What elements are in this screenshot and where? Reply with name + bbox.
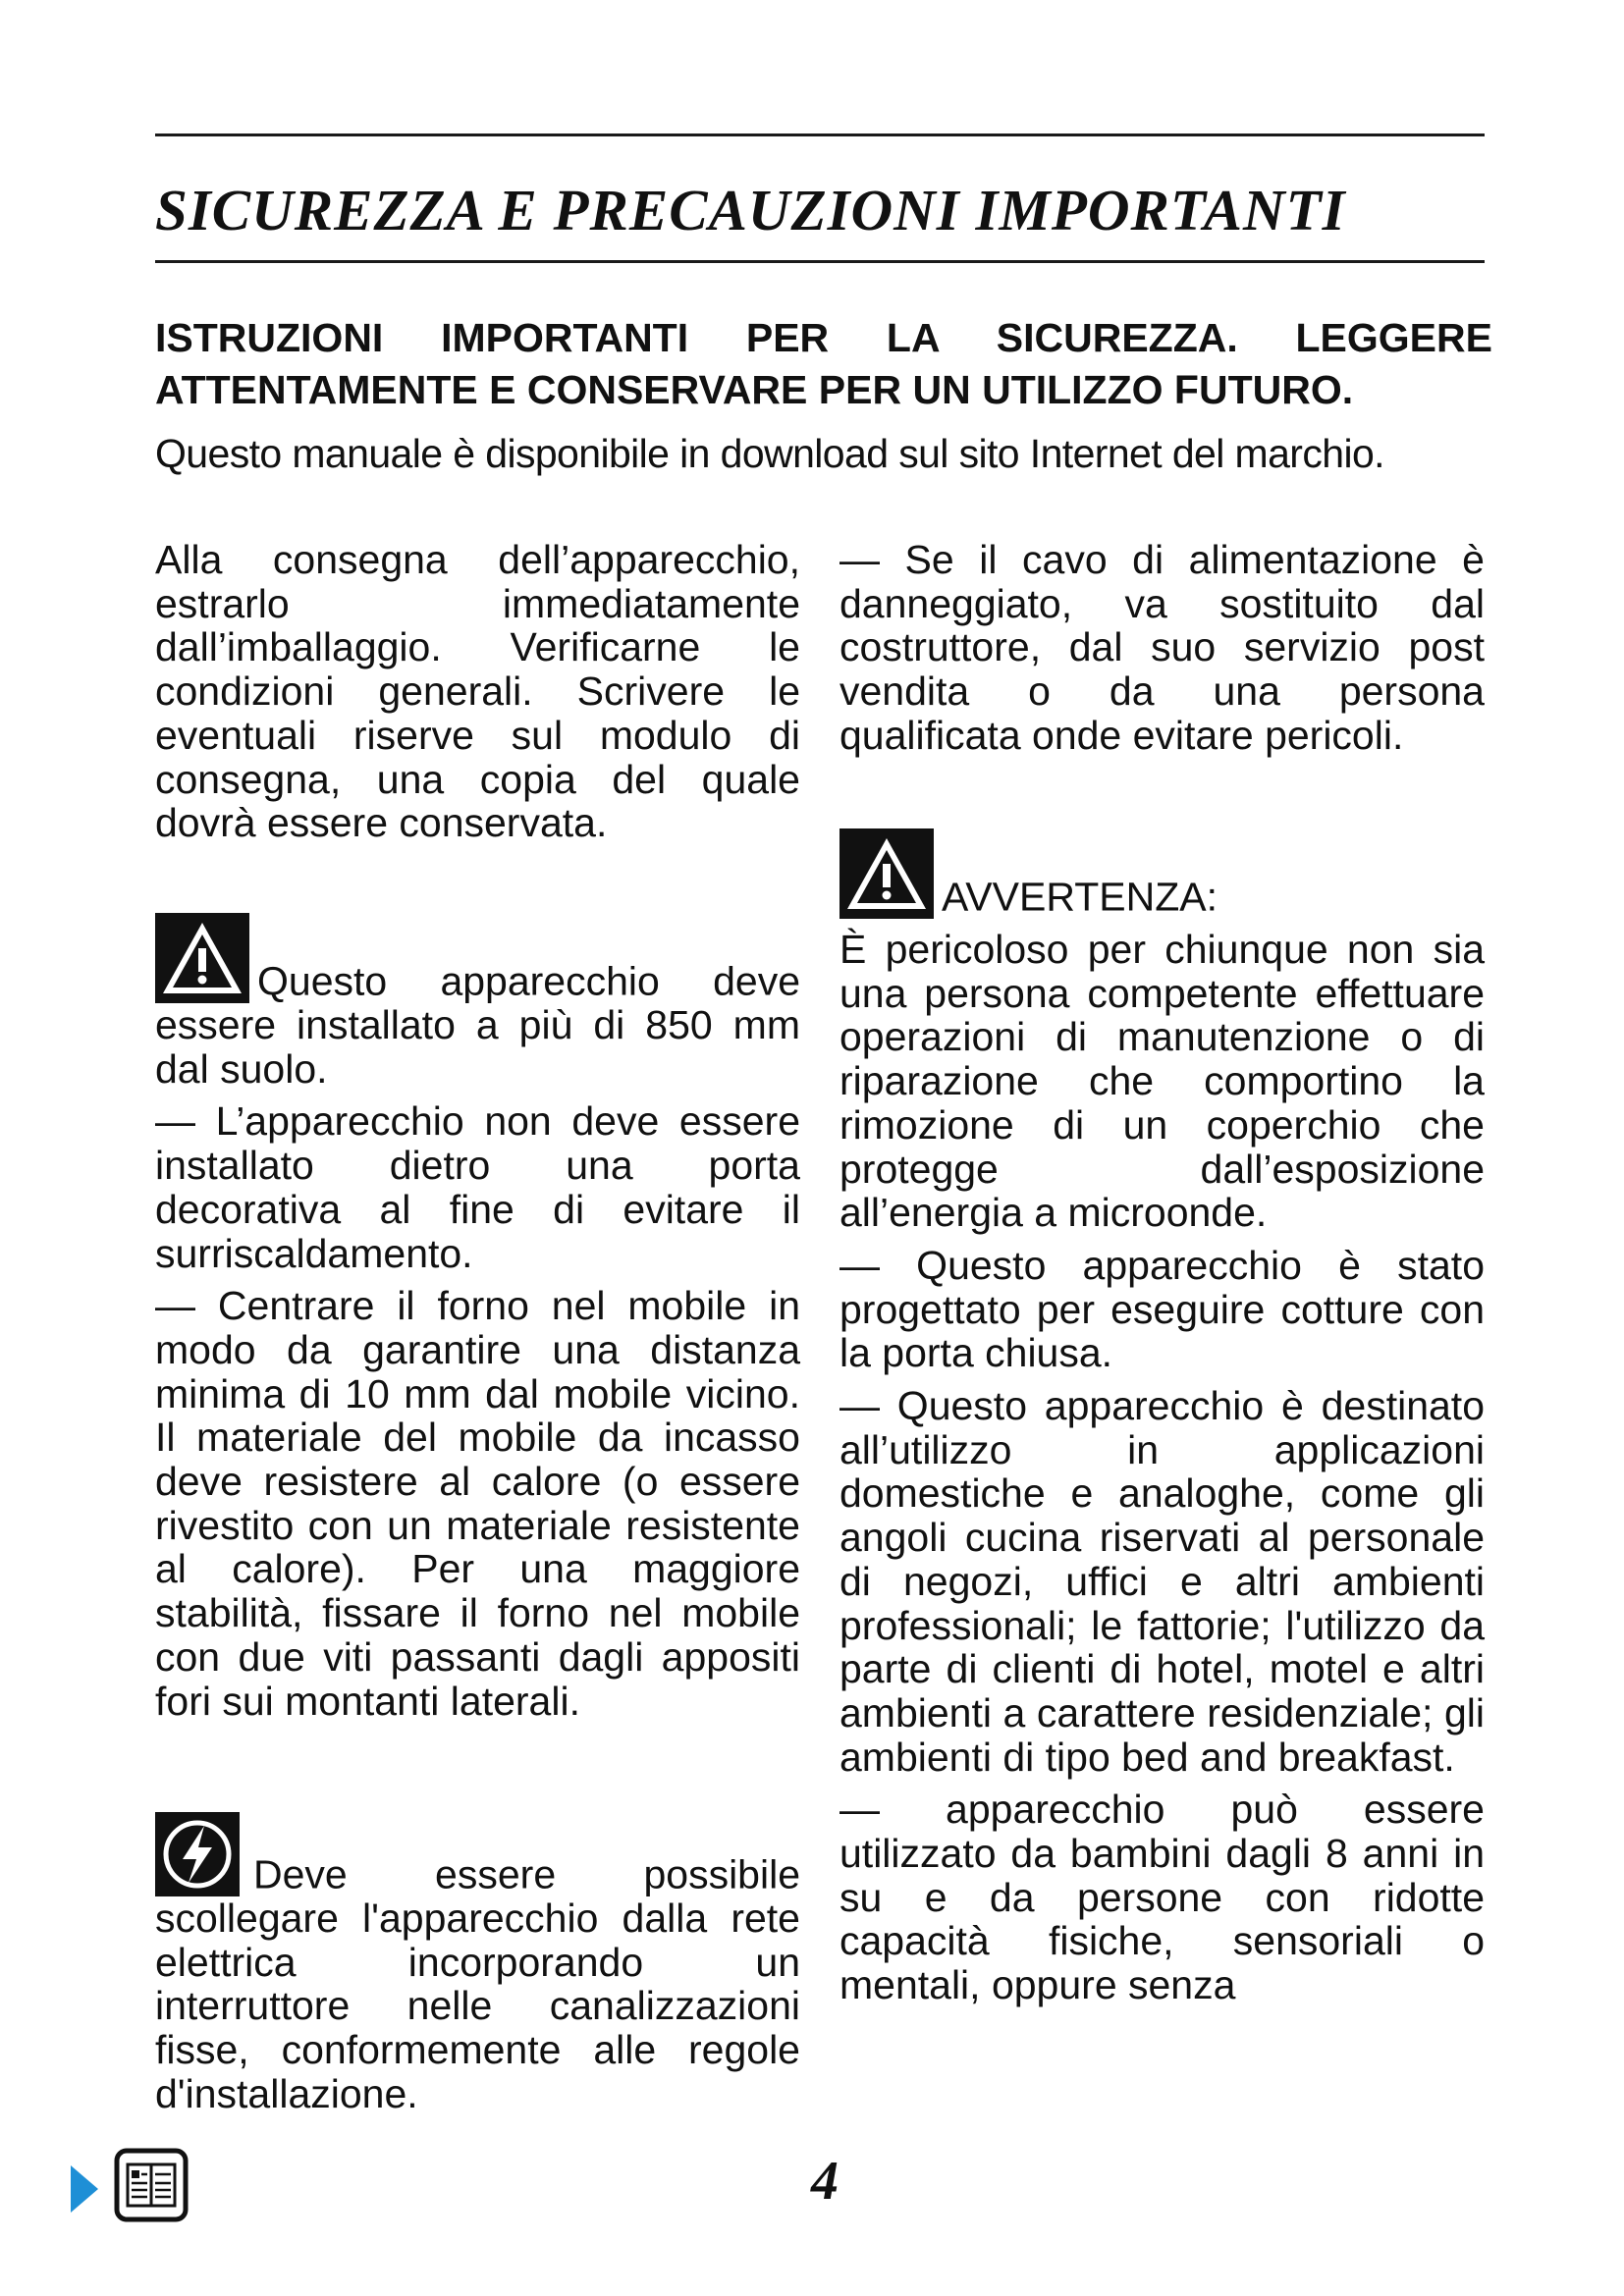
electric-block: [155, 1812, 800, 2116]
height-warning-block: [155, 913, 800, 1723]
children-paragraph: — apparecchio può essere utilizzato da bambini dagli 8 anni in su e da persone con ridotte capacità fisiche, sensoriali o mentali, oppure senza: [839, 1787, 1485, 2008]
warning-label: AVVERTENZA:: [942, 874, 1218, 920]
page-title: SICUREZZA E PRECAUZIONI IMPORTANTI: [155, 178, 1346, 242]
door-paragraph: — L’apparecchio non deve essere installato dietro una porta decorativa al fine di evitare il surriscaldamento.: [155, 1098, 800, 1276]
microwave-warning-block: [839, 828, 1485, 2007]
electric-text: Deve essere possibile scollegare l'apparecchio dalla rete elettrica incorporando un interruttore nelle canalizzazioni fisse, conformemente alle regole d'installazione.: [155, 1851, 800, 2116]
book-contents-icon[interactable]: [114, 2148, 189, 2222]
height-warning-text: Questo apparecchio deve essere installato a più di 850 mm dal suolo.: [155, 958, 800, 1092]
delivery-paragraph: Alla consegna dell’apparecchio, estrarlo immediatamente dall’imballaggio. Verificarne le condizioni generali. Scrivere le eventuali riserve sul modulo di consegna, una copia del quale dovrà essere conservata.: [155, 537, 800, 846]
closed-door-paragraph: — Questo apparecchio è stato progettato per eseguire cotture con la porta chiusa.: [839, 1242, 1485, 1376]
intro-text: Questo manuale è disponibile in download sul sito Internet del marchio.: [155, 431, 1384, 476]
warning-triangle-icon: [839, 828, 934, 919]
right-column: [839, 537, 1485, 2008]
left-column: [155, 537, 800, 2116]
arrow-right-icon[interactable]: [71, 2165, 98, 2213]
page-number: 4: [811, 2151, 839, 2212]
centering-paragraph: — Centrare il forno nel mobile in modo da garantire una distanza minima di 10 mm dal mobile vicino. Il materiale del mobile da incasso deve resistere al calore (o essere rivestito con un materiale resistente al calore). Per una maggiore stabilità, fissare il forno nel mobile con due viti passanti dagli appositi fori sui montanti laterali.: [155, 1283, 800, 1724]
cable-paragraph: — Se il cavo di alimentazione è danneggiato, va sostituito dal costruttore, dal suo servizio post vendita o da una persona qualificata onde evitare pericoli.: [839, 537, 1485, 758]
electric-bolt-icon: [155, 1812, 240, 1896]
section-heading: ISTRUZIONI IMPORTANTI PER LA SICUREZZA. LEGGERE ATTENTAMENTE E CONSERVARE PER UN UTILIZZO FUTURO.: [155, 315, 1492, 412]
warning-triangle-icon: [155, 913, 249, 1003]
top-rule: [155, 133, 1485, 136]
title-underline: [155, 260, 1485, 263]
maintenance-paragraph: È pericoloso per chiunque non sia una persona competente effettuare operazioni di manutenzione o di riparazione che comportino la rimozione di un coperchio che protegge dall’esposizione all’energia a microonde.: [839, 927, 1485, 1236]
domestic-use-paragraph: — Questo apparecchio è destinato all’utilizzo in applicazioni domestiche e analoghe, come gli angoli cucina riservati al personale di negozi, uffici e altri ambienti professionali; le fattorie; l'utilizzo da parte di clienti di hotel, motel e altri ambienti a carattere residenziale; gli ambienti di tipo bed and breakfast.: [839, 1383, 1485, 1780]
